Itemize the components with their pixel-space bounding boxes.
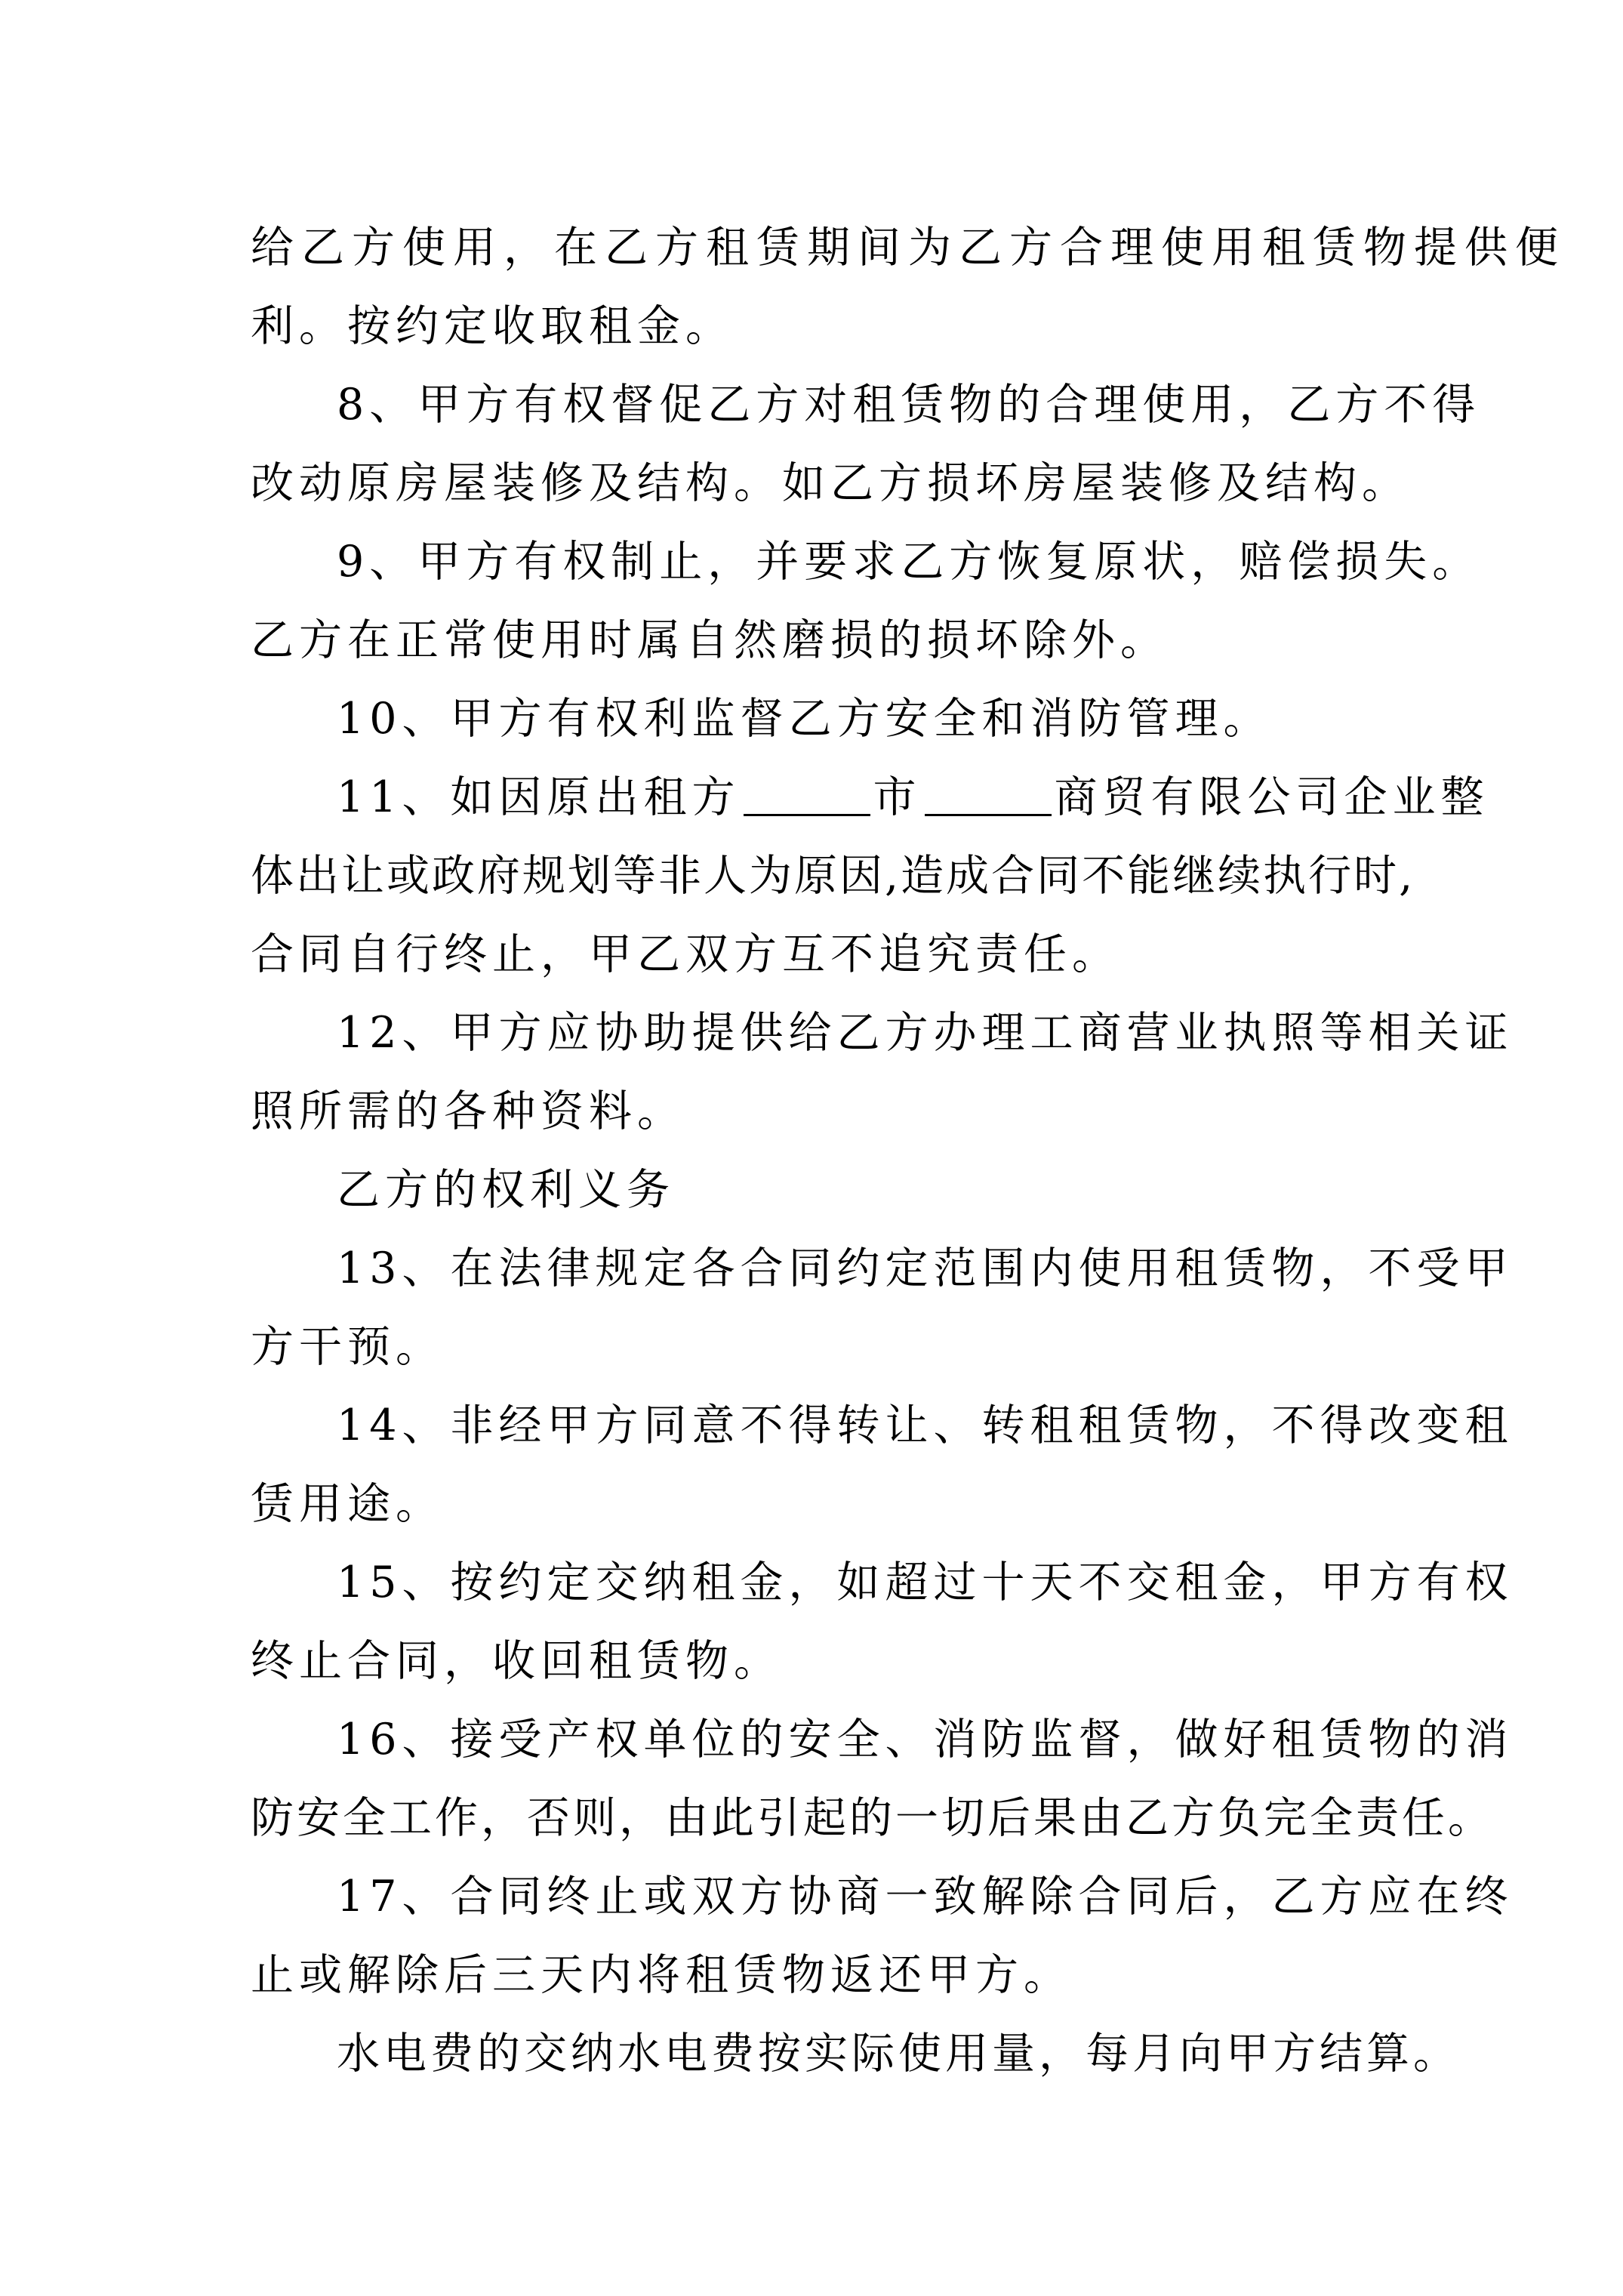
clause-11 [251,758,1489,837]
clause-8: 8、甲方有权督促乙方对租赁物的合理使用，乙方不得 [337,380,1481,430]
text-line: 止或解除后三天内将租赁物返还甲方。 [251,1950,1072,2000]
clause-14: 14、非经甲方同意不得转让、转租租赁物，不得改变租 [337,1401,1514,1450]
clause-13: 13、在法律规定各合同约定范围内使用租赁物，不受甲 [337,1244,1514,1293]
clause-15: 15、按约定交纳租金，如超过十天不交租金，甲方有权 [337,1558,1514,1607]
text-line: 方干预。 [251,1322,444,1372]
clause-12: 12、甲方应协助提供给乙方办理工商营业执照等相关证 [337,1008,1514,1058]
text-line: 给乙方使用，在乙方租赁期间为乙方合理使用租赁物提供便 [251,223,1566,273]
clause-9: 9、甲方有权制止，并要求乙方恢复原状，赔偿损失。 [337,537,1481,587]
text-line: 防安全工作，否则，由此引起的一切后果由乙方负完全责任。 [251,1793,1494,1843]
text-line: 赁用途。 [251,1479,444,1529]
text-line: 照所需的各种资料。 [251,1086,685,1136]
text-line: 体出让或政府规划等非人为原因,造成合同不能继续执行时, [251,851,1415,901]
fill-in-blank-company [925,773,1052,816]
text-line: 改动原房屋装修及结构。如乙方损坏房屋装修及结构。 [251,458,1410,508]
clause-10: 10、甲方有权利监督乙方安全和消防管理。 [337,694,1272,744]
clause-17: 17、合同终止或双方协商一致解除合同后，乙方应在终 [337,1872,1514,1922]
text-line: 终止合同，收回租赁物。 [251,1636,782,1686]
clause-11-part-2: 市 [873,772,922,822]
clause-11-part-3: 商贸有限公司企业整 [1054,772,1489,822]
text-line: 利。按约定收取租金。 [251,301,734,351]
clause-16: 16、接受产权单位的安全、消防监督，做好租赁物的消 [337,1715,1514,1764]
text-line: 乙方在正常使用时属自然磨损的损坏除外。 [251,615,1169,665]
fill-in-blank-city [744,773,870,816]
utilities-clause: 水电费的交纳水电费按实际使用量，每月向甲方结算。 [337,2029,1460,2079]
contract-body [251,208,1566,2093]
section-heading-party-b-rights: 乙方的权利义务 [337,1165,675,1215]
text-line: 合同自行终止，甲乙双方互不追究责任。 [251,929,1120,979]
clause-11-part-1: 11、如因原出租方 [337,772,741,822]
